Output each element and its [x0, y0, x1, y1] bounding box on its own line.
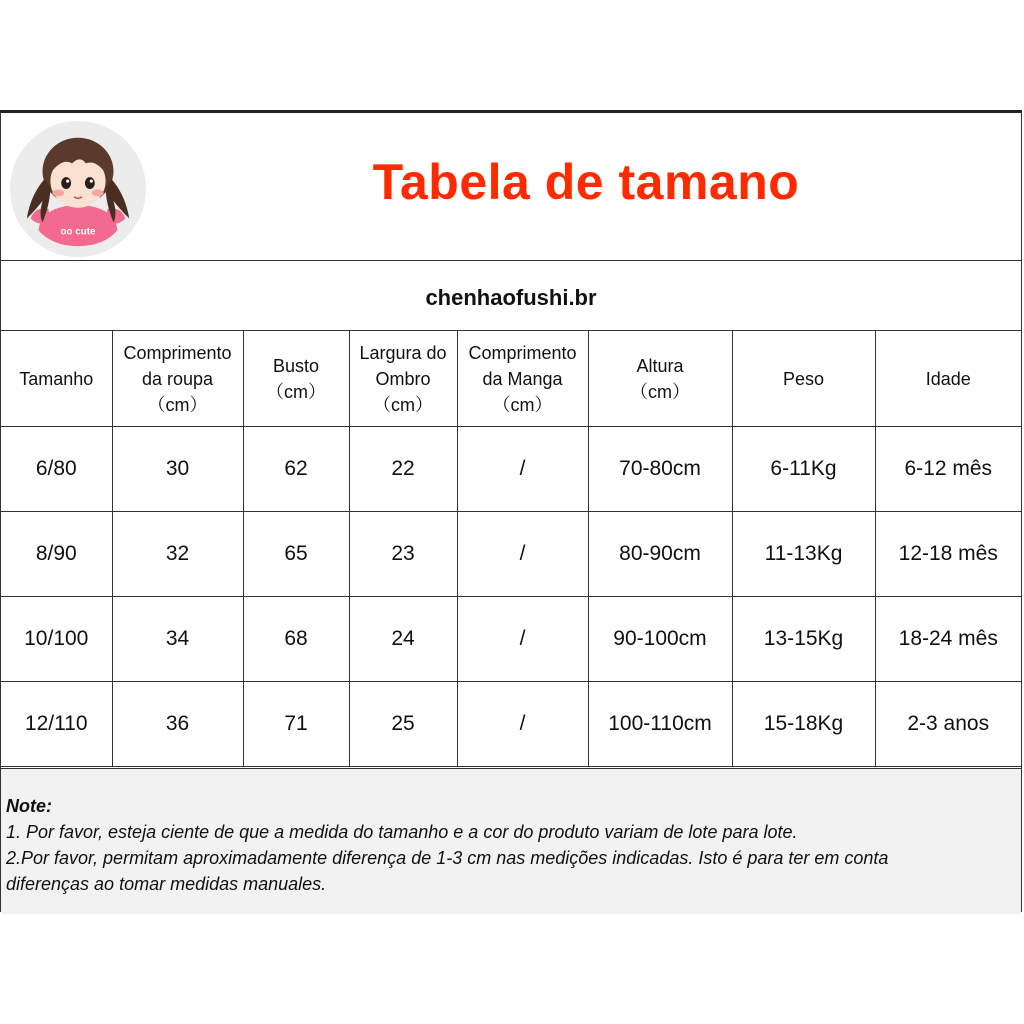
column-header-weight: Peso [732, 331, 875, 427]
table-cell: 6-11Kg [732, 427, 875, 512]
table-cell: 65 [243, 512, 349, 597]
table-cell: 100-110cm [588, 682, 732, 767]
table-cell: 13-15Kg [732, 597, 875, 682]
table-cell: 11-13Kg [732, 512, 875, 597]
table-cell: 24 [349, 597, 457, 682]
table-cell: 6/80 [1, 427, 112, 512]
table-cell: 12/110 [1, 682, 112, 767]
table-cell: 2-3 anos [875, 682, 1021, 767]
notes-line-3: diferenças ao tomar medidas manuales. [6, 874, 327, 894]
table-cell: 34 [112, 597, 243, 682]
table-cell: 22 [349, 427, 457, 512]
table-cell: 10/100 [1, 597, 112, 682]
table-cell: 68 [243, 597, 349, 682]
table-cell: 90-100cm [588, 597, 732, 682]
column-header-length: Comprimento da roupa （cm） [112, 331, 243, 427]
table-cell: 70-80cm [588, 427, 732, 512]
notes-title: Note: [6, 796, 52, 816]
column-header-bust: Busto （cm） [243, 331, 349, 427]
table-cell: 36 [112, 682, 243, 767]
notes-box [1, 768, 1021, 914]
table-cell: / [457, 682, 588, 767]
table-cell: 12-18 mês [875, 512, 1021, 597]
size-chart-sheet [0, 110, 1022, 912]
table-cell: 6-12 mês [875, 427, 1021, 512]
size-table [1, 331, 1021, 767]
table-cell: / [457, 427, 588, 512]
store-name: chenhaofushi.br [425, 284, 597, 310]
notes-line-2: 2.Por favor, permitam aproximadamente diferença de 1-3 cm nas medições indicadas. Isto é para ter em conta [6, 848, 889, 868]
table-cell: 15-18Kg [732, 682, 875, 767]
table-header-row [1, 331, 1021, 427]
column-header-shoulder: Largura do Ombro （cm） [349, 331, 457, 427]
table-row [1, 512, 1021, 597]
table-cell: / [457, 597, 588, 682]
store-row [1, 261, 1021, 331]
page-title: Tabela de tamano [372, 154, 800, 210]
table-cell: 18-24 mês [875, 597, 1021, 682]
column-header-height: Altura （cm） [588, 331, 732, 427]
table-cell: 62 [243, 427, 349, 512]
header-row [1, 113, 1021, 261]
table-cell: 32 [112, 512, 243, 597]
column-header-sleeve: Comprimento da Manga （cm） [457, 331, 588, 427]
table-cell: 8/90 [1, 512, 112, 597]
table-cell: 80-90cm [588, 512, 732, 597]
table-cell: 23 [349, 512, 457, 597]
table-row [1, 427, 1021, 512]
girl-logo [9, 120, 147, 258]
table-row [1, 682, 1021, 767]
table-row [1, 597, 1021, 682]
table-cell: 71 [243, 682, 349, 767]
notes-line-1: 1. Por favor, esteja ciente de que a medida do tamanho e a cor do produto variam de lote para lote. [6, 822, 798, 842]
table-cell: 30 [112, 427, 243, 512]
table-cell: / [457, 512, 588, 597]
logo-text: oo cute [60, 226, 96, 238]
column-header-age: Idade [875, 331, 1021, 427]
table-cell: 25 [349, 682, 457, 767]
column-header-size: Tamanho [1, 331, 112, 427]
